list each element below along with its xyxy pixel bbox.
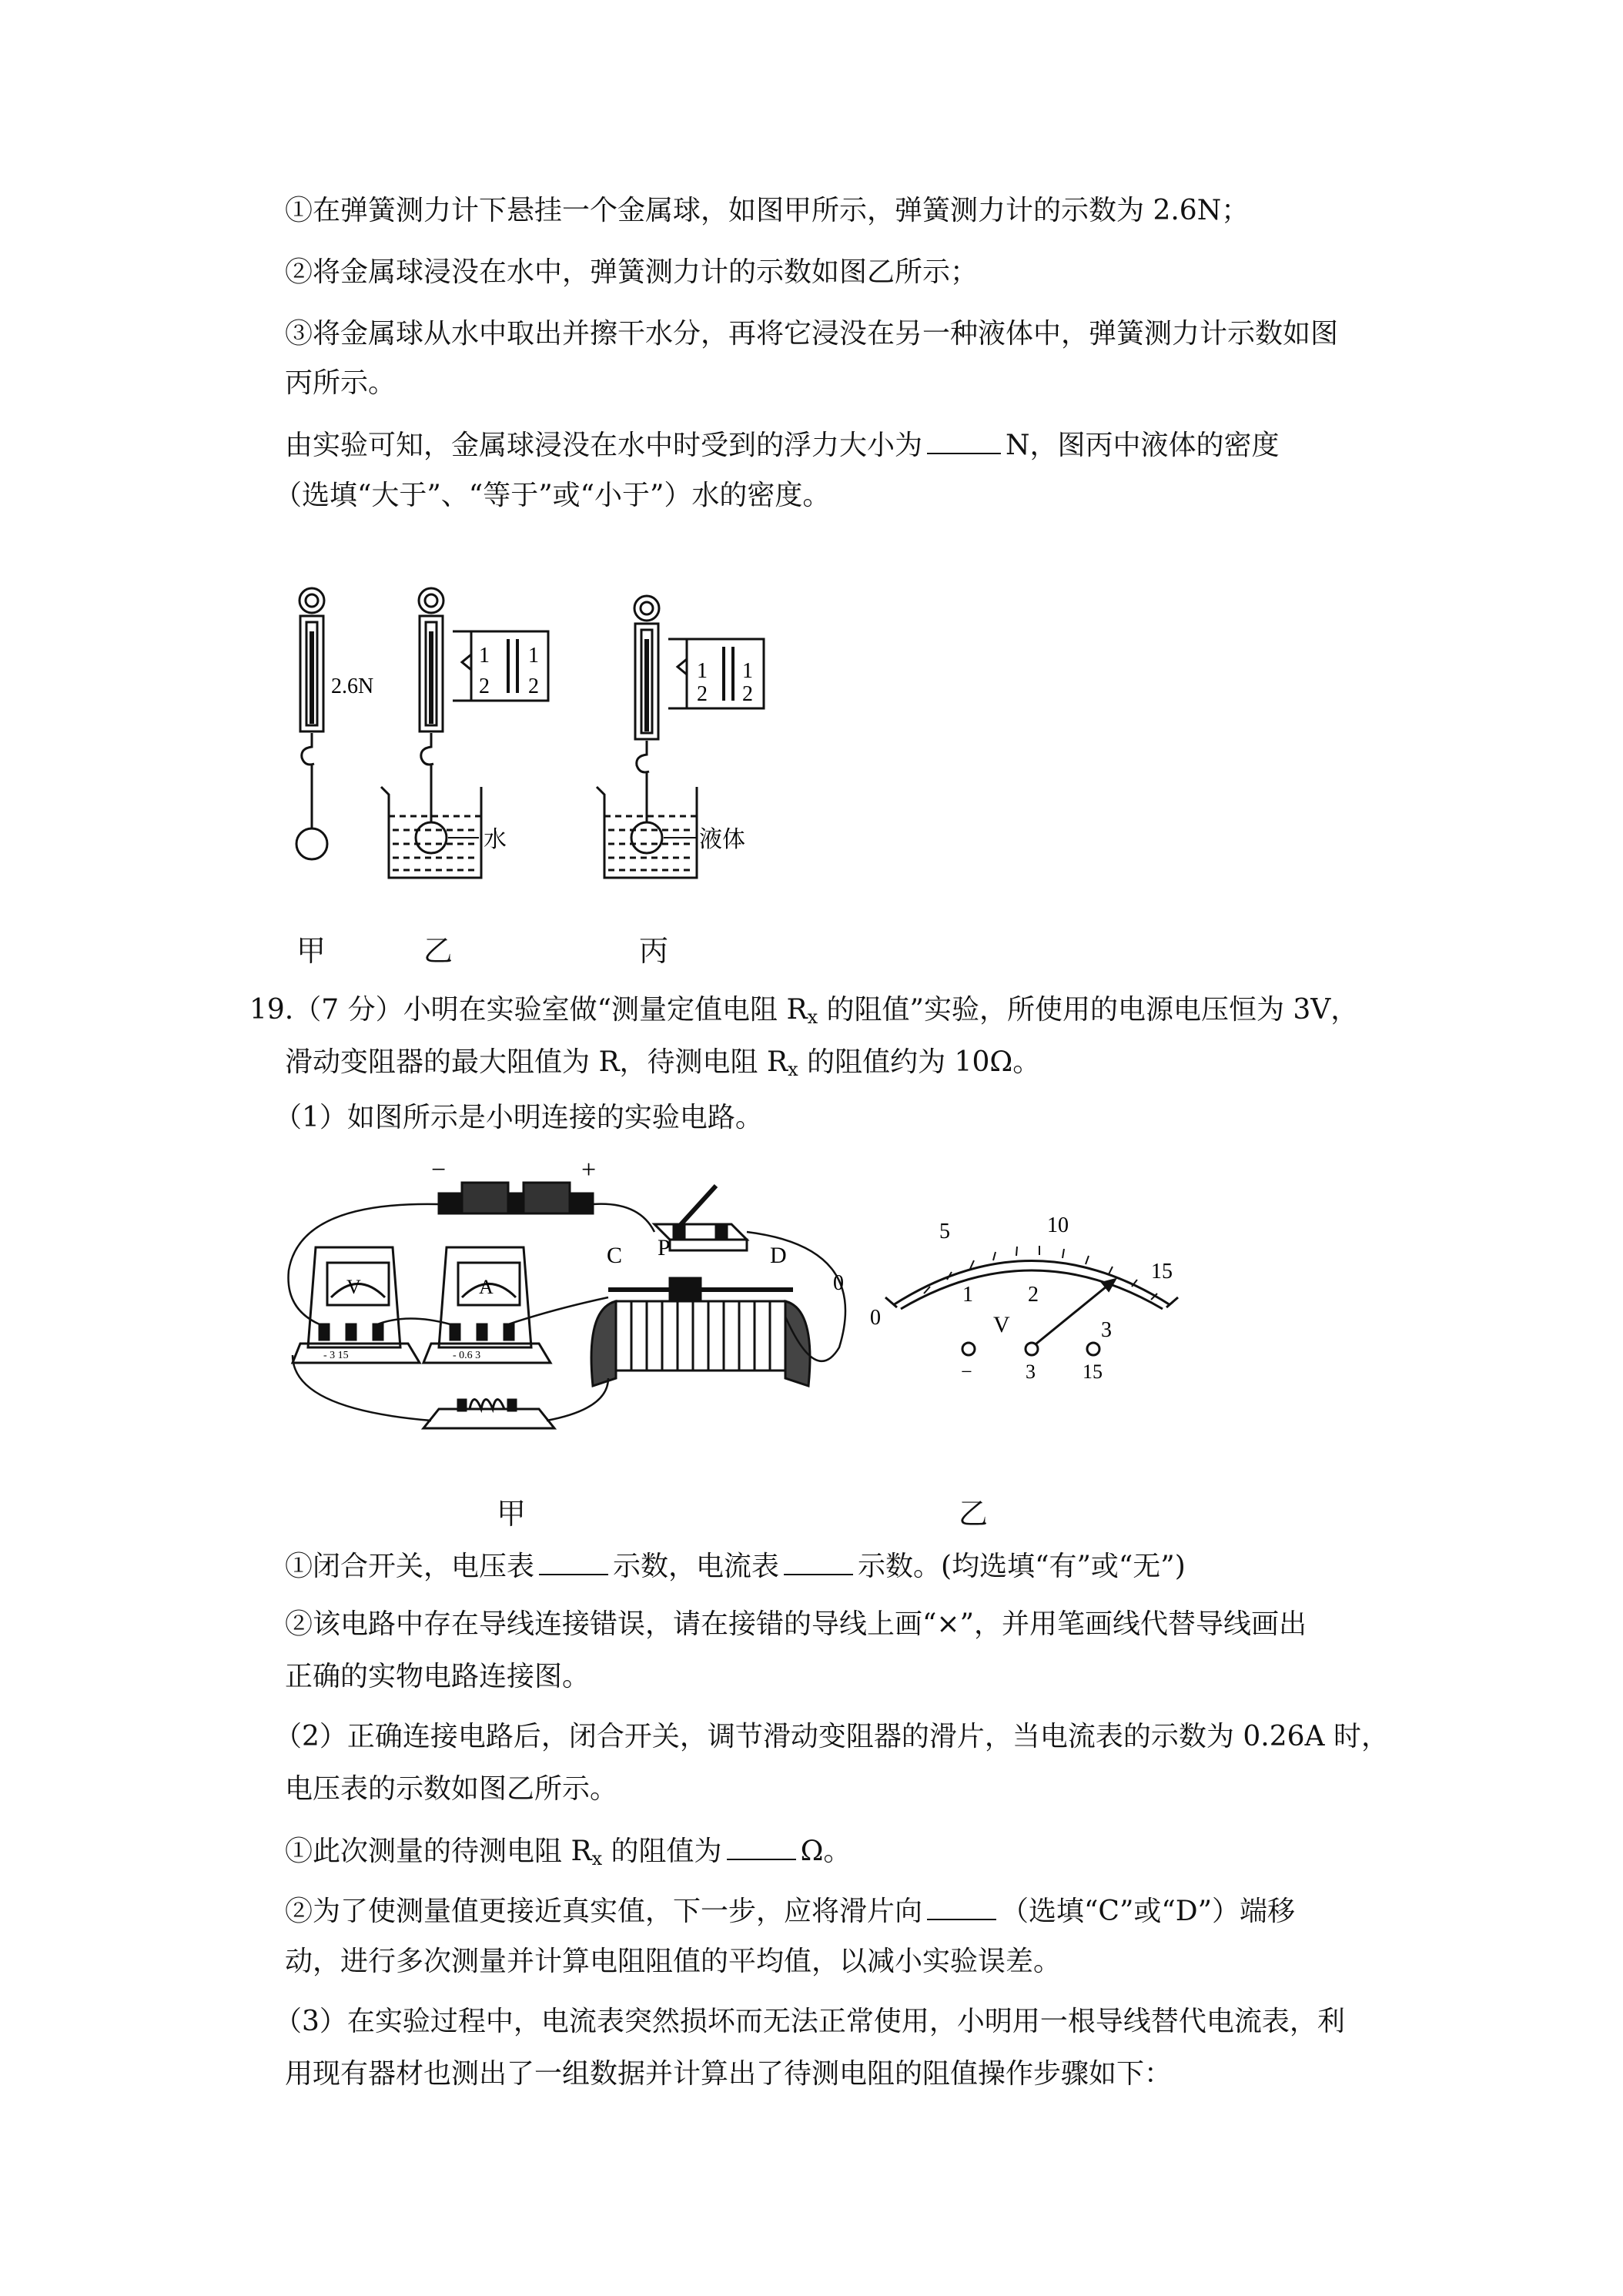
battery [439, 1183, 593, 1213]
dial-terminal-3: 3 [1026, 1361, 1036, 1383]
q19-line2-sub: x [788, 1059, 798, 1080]
voltmeter-terminal-labels: - 3 15 [323, 1350, 349, 1361]
q18-conclusion-line1 [285, 427, 1280, 463]
q19-heading-b: 的阻值”实验，所使用的电源电压恒为 3V， [818, 994, 1359, 1026]
q19-q1-a: ①闭合开关，电压表 [285, 1551, 535, 1582]
ammeter-terminal-labels: - 0.6 3 [453, 1350, 481, 1361]
q19-q1 [285, 1548, 1186, 1584]
dial-terminal-15: 15 [1083, 1361, 1103, 1383]
q19-part2-line1: （2）正确连接电路后，闭合开关，调节滑动变阻器的滑片，当电流表的示数为 0.26A 时， [274, 1721, 1389, 1752]
q19-r2-a: ②为了使测量值更接近真实值，下一步，应将滑片向 [285, 1896, 923, 1927]
spring-scale-jia [296, 588, 327, 859]
voltmeter-dial [885, 1261, 1178, 1356]
dial-inner-2: 2 [1028, 1283, 1039, 1307]
q19-r2 [285, 1893, 1295, 1929]
voltmeter [293, 1247, 420, 1363]
yi-scale-1-right: 1 [528, 644, 539, 668]
dial-outer-15: 15 [1151, 1260, 1173, 1284]
q18-conclusion-text-a: 由实验可知，金属球浸没在水中时受到的浮力大小为 [285, 430, 923, 461]
ammeter-answer-blank[interactable] [784, 1548, 853, 1575]
yi-scale-2-right: 2 [528, 674, 539, 698]
dial-terminal-minus: − [961, 1361, 972, 1383]
bing-scale-1-left: 1 [697, 659, 708, 683]
yi-scale-2-left: 2 [479, 674, 490, 698]
bing-scale-1-right: 1 [742, 659, 753, 683]
bing-scale-2-left: 2 [697, 682, 708, 706]
dial-inner-3: 3 [1101, 1318, 1112, 1342]
q19-r1-b: 的阻值为 [602, 1836, 722, 1867]
slider-direction-blank[interactable] [927, 1893, 996, 1920]
label-2.6n: 2.6N [331, 674, 374, 698]
dial-inner-1: 1 [962, 1283, 973, 1307]
spring-scale-figure [277, 585, 832, 909]
q19-q2-line2: 正确的实物电路连接图。 [285, 1661, 591, 1692]
q18-step1: ①在弹簧测力计下悬挂一个金属球，如图甲所示，弹簧测力计的示数为 2.6N； [285, 195, 1250, 226]
caption-yi: 乙 [423, 934, 453, 968]
dial-inner-0: 0 [870, 1306, 881, 1330]
q19-q1-c: 示数。(均选填“有”或“无”) [858, 1551, 1186, 1582]
q19-r1 [285, 1832, 851, 1876]
yi-scale-1-left: 1 [479, 644, 490, 668]
circuit-wires [289, 1204, 846, 1421]
q19-r1-c: Ω。 [800, 1836, 852, 1867]
q19-r1-sub: x [591, 1848, 603, 1869]
q19-line2-b: 的阻值约为 10Ω。 [798, 1046, 1041, 1078]
q18-conclusion-text-b: N，图丙中液体的密度 [1006, 430, 1280, 461]
circuit-caption-yi: 乙 [959, 1497, 989, 1531]
q19-r2-b: （选填“C”或“D”）端移 [1001, 1896, 1296, 1927]
circuit-caption-jia: 甲 [497, 1497, 527, 1531]
ammeter-label: A [479, 1276, 494, 1298]
q19-heading-sub: x [807, 1006, 818, 1028]
q19-r1-a: ①此次测量的待测电阻 R [285, 1836, 592, 1867]
dial-outer-0: 0 [833, 1271, 844, 1295]
q18-step3-line1: ③将金属球从水中取出并擦干水分，再将它浸没在另一种液体中，弹簧测力计示数如图 [285, 318, 1339, 350]
ammeter [423, 1247, 550, 1363]
q19-heading-a: 19.（7 分）小明在实验室做“测量定值电阻 R [249, 994, 808, 1026]
dial-outer-5: 5 [939, 1220, 950, 1243]
label-liquid: 液体 [699, 827, 745, 852]
battery-plus: + [581, 1156, 597, 1184]
circuit-figure [285, 1155, 1186, 1463]
dial-unit-v: V [993, 1312, 1010, 1337]
q19-part1: （1）如图所示是小明连接的实验电路。 [274, 1102, 763, 1133]
q18-step2: ②将金属球浸没在水中，弹簧测力计的示数如图乙所示； [285, 256, 979, 288]
rheostat-terminal-d: D [770, 1243, 787, 1268]
battery-minus: − [431, 1156, 447, 1184]
spring-scale-yi [381, 588, 548, 878]
dial-outer-10: 10 [1047, 1213, 1069, 1237]
resistance-answer-blank[interactable] [727, 1832, 796, 1860]
q19-part3-line1: （3）在实验过程中，电流表突然损坏而无法正常使用，小明用一根导线替代电流表，利 [274, 2006, 1345, 2037]
label-water: 水 [484, 827, 507, 852]
buoyancy-answer-blank[interactable] [927, 427, 1001, 454]
resistor-rx [423, 1400, 554, 1429]
caption-bing: 丙 [639, 934, 669, 968]
q19-part2-line2: 电压表的示数如图乙所示。 [285, 1773, 618, 1805]
q19-line2 [285, 1046, 1040, 1086]
rheostat-terminal-c: C [607, 1243, 623, 1268]
q19-r2-line2: 动，进行多次测量并计算电阻阻值的平均值，以减小实验误差。 [285, 1946, 1062, 1977]
rheostat [591, 1278, 810, 1386]
q19-line2-a: 滑动变阻器的最大阻值为 R，待测电阻 R [285, 1046, 788, 1078]
q19-heading [249, 993, 1358, 1034]
q18-step3-line2: 丙所示。 [285, 367, 397, 399]
q18-conclusion-line2: （选填“大于”、“等于”或“小于”）水的密度。 [274, 480, 831, 511]
q19-q1-b: 示数，电流表 [613, 1551, 780, 1582]
voltmeter-label: V [346, 1276, 361, 1298]
bing-scale-2-right: 2 [742, 682, 753, 706]
rheostat-slider-p: P [658, 1235, 671, 1260]
caption-jia: 甲 [296, 934, 326, 968]
voltmeter-answer-blank[interactable] [539, 1548, 608, 1575]
q19-part3-line2: 用现有器材也测出了一组数据并计算出了待测电阻的阻值操作步骤如下： [285, 2058, 1173, 2090]
q19-q2-line1: ②该电路中存在导线连接错误，请在接错的导线上画“×”，并用笔画线代替导线画出 [285, 1608, 1307, 1640]
